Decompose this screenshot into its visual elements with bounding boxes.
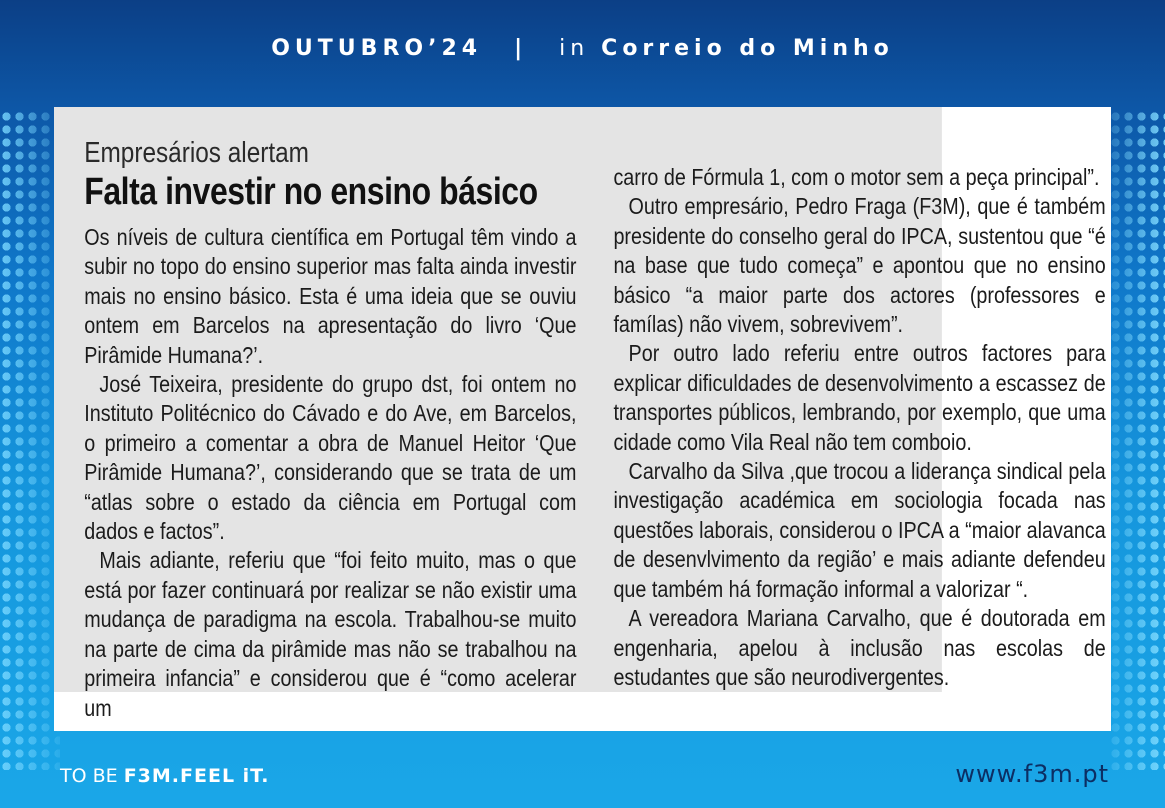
- article-paragraph: José Teixeira, presidente do grupo dst, foi ontem no Instituto Politécnico do Cávado e do Ave, em Barcelos, o primeiro a comentar a obra de Manuel Heitor ‘Que Pirâmide Humana?’, considerando que se trata de um “atlas sobre o estado da ciência em Portugal com dados e factos”.: [84, 371, 577, 545]
- article-paragraph: A vereadora Mariana Carvalho, que é doutorada em engenharia, apelou à inclusão nas escolas de estudantes que são neurodivergentes.: [613, 605, 1106, 690]
- clipping-card: [54, 107, 1111, 731]
- article-paragraph: Mais adiante, referiu que “foi feito muito, mas o que está por fazer continuará por realizar se não existir uma mudança de paradigma na escola. Trabalhou-se muito na parte de cima da pirâmide mas não se trabalhou na primeira infancia” e considerou que é “como acelerar um: [84, 547, 577, 721]
- footer-slogan: [60, 765, 269, 787]
- header-source: Correio do Minho: [601, 36, 894, 61]
- slogan-brand: F3M.FEEL iT.: [123, 765, 270, 787]
- page-header: [0, 36, 1165, 61]
- article-column-2: [613, 163, 1105, 692]
- header-in-label: in: [559, 36, 590, 61]
- decorative-dot-pattern-right: [1109, 110, 1165, 770]
- slogan-prefix: TO BE: [60, 765, 118, 787]
- article-paragraph: Outro empresário, Pedro Fraga (F3M), que é também presidente do conselho geral do IPCA, sustentou que “é na base que tudo começa” e apontou que no ensino básico “a maior parte dos actores (professores e famílas) não vivem, sobrevivem”.: [613, 193, 1106, 338]
- decorative-dot-pattern-left: [0, 110, 60, 770]
- article-paragraph: Carvalho da Silva ,que trocou a liderança sindical pela investigação académica em sociologia focada nas questões laborais, considerou o IPCA a “maior alavanca de desenvlvimento da região’ e mais adiante defendeu que também há formação informal a valorizar “.: [613, 458, 1106, 602]
- article-paragraph: Os níveis de cultura científica em Portugal têm vindo a subir no topo do ensino superior mas falta ainda investir mais no ensino básico. Esta é uma ideia que se ouviu ontem em Barcelos na apresentação do livro ‘Que Pirâmide Humana?’.: [84, 224, 577, 368]
- article-paragraph: Por outro lado referiu entre outros factores para explicar dificuldades de desenvolvimento a escassez de transportes públicos, lembrando, por exemplo, que uma cidade como Vila Real não tem comboio.: [613, 340, 1106, 455]
- article-paragraph: carro de Fórmula 1, com o motor sem a peça principal”.: [613, 164, 1100, 190]
- header-separator: |: [514, 36, 528, 61]
- article-column-1: [84, 223, 576, 723]
- newspaper-clipping: [54, 107, 1106, 721]
- header-date: OUTUBRO’24: [271, 36, 483, 61]
- article-kicker: Empresários alertam: [84, 137, 309, 169]
- article-headline: Falta investir no ensino básico: [84, 171, 538, 213]
- website-link[interactable]: www.f3m.pt: [955, 760, 1109, 788]
